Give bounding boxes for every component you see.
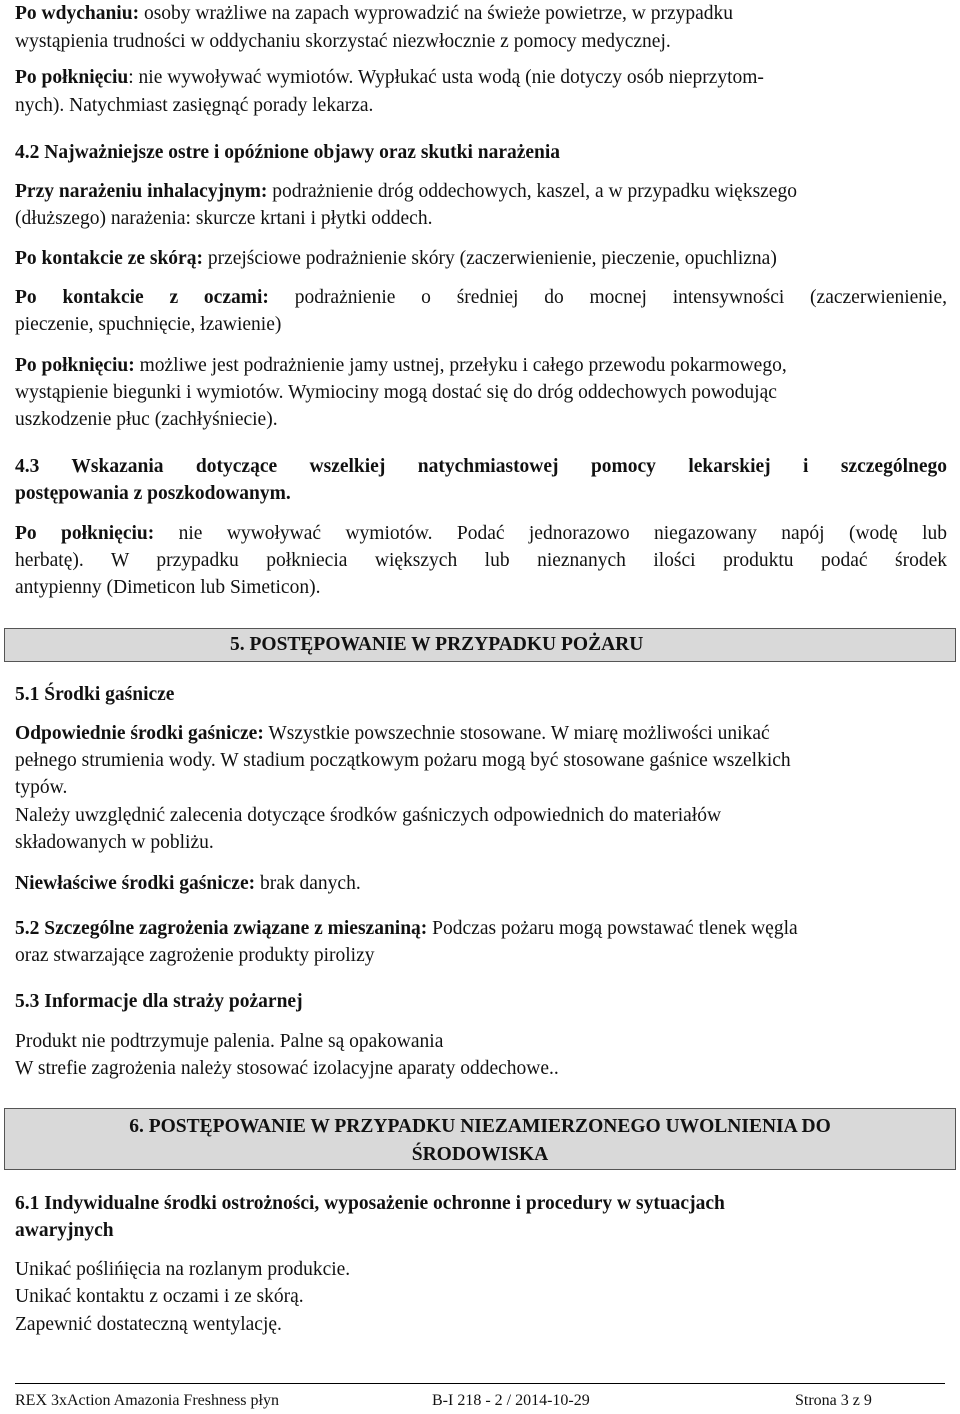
skin-contact-paragraph	[15, 245, 777, 272]
inhalation-label: Po wdychaniu:	[15, 3, 140, 24]
footer-rule	[15, 1383, 945, 1384]
firefighters-line2: W strefie zagrożenia należy stosować izolacyjne aparaty oddechowe..	[15, 1058, 559, 1079]
footer-document-code: B-I 218 - 2 / 2014-10-29	[432, 1392, 590, 1409]
inhalation-exposure-line1: podrażnienie dróg oddechowych, kaszel, a w przypadku większego	[267, 181, 797, 202]
section-6-header	[4, 1108, 956, 1170]
inhalation-paragraph	[15, 0, 733, 27]
swallowing-text-line1: : nie wywoływać wymiotów. Wypłukać usta wodą (nie dotyczy osób nieprzytom-	[128, 67, 764, 88]
eye-contact-line2: pieczenie, spuchnięcie, łzawienie)	[15, 314, 282, 335]
swallowing-firstaid-line3: antypienny (Dimeticon lub Simeticon).	[15, 577, 321, 598]
precaution-line3: Zapewnić dostateczną wentylację.	[15, 1314, 282, 1335]
heading-6-1-line1: 6.1 Indywidualne środki ostrożności, wyposażenie ochronne i procedury w sytuacjach	[15, 1193, 725, 1214]
suitable-media-line2: pełnego strumienia wody. W stadium początkowym pożaru mogą być stosowane gaśnice wszelkich	[15, 750, 791, 771]
eye-contact-label: Po kontakcie z oczami:	[15, 287, 269, 308]
media-note-line2: składowanych w pobliżu.	[15, 832, 214, 853]
inhalation-text-line1: osoby wrażliwe na zapach wyprowadzić na świeże powietrze, w przypadku	[143, 3, 734, 24]
swallowing-effects-line3: uszkodzenie płuc (zachłyśniecie).	[15, 409, 278, 430]
heading-4-3-line1: 4.3 Wskazania dotyczące wszelkiej natychmiastowej pomocy lekarskiej i szczególnego	[15, 456, 947, 477]
suitable-media-paragraph	[15, 720, 770, 747]
skin-contact-text: przejściowe podrażnienie skóry (zaczerwienienie, pieczenie, opuchlizna)	[202, 248, 777, 269]
section-6-title-line2: ŚRODOWISKA	[411, 1144, 549, 1165]
suitable-media-label: Odpowiednie środki gaśnicze:	[15, 723, 264, 744]
precaution-line1: Unikać poślińięcia na rozlanym produkcie.	[15, 1259, 351, 1280]
firefighters-line1: Produkt nie podtrzymuje palenia. Palne są opakowania	[15, 1031, 444, 1052]
heading-6-1-line2: awaryjnych	[15, 1220, 114, 1241]
section-5-title: 5. POSTĘPOWANIE W PRZYPADKU POŻARU	[230, 634, 644, 655]
suitable-media-line1: Wszystkie powszechnie stosowane. W miarę możliwości unikać	[263, 723, 770, 744]
swallowing-label: Po połknięciu	[15, 67, 129, 88]
unsuitable-media-label: Niewłaściwe środki gaśnicze:	[15, 873, 256, 894]
special-hazards-paragraph	[15, 915, 798, 942]
unsuitable-media-text: brak danych.	[255, 873, 361, 894]
special-hazards-line1: Podczas pożaru mogą powstawać tlenek węgla	[427, 918, 798, 939]
section-5-header	[4, 628, 956, 662]
swallowing-effects-line1: możliwe jest podrażnienie jamy ustnej, przełyku i całego przewodu pokarmowego,	[134, 355, 787, 376]
swallowing-firstaid-paragraph	[15, 520, 947, 547]
inhalation-exposure-line2: (dłuższego) narażenia: skurcze krtani i płytki oddech.	[15, 208, 433, 229]
swallowing-firstaid-line1: nie wywoływać wymiotów. Podać jednorazowo niegazowany napój (wodę lub	[154, 523, 947, 544]
eye-contact-line1: podrażnienie o średniej do mocnej intensywności (zaczerwienienie,	[268, 287, 947, 308]
swallowing-paragraph	[15, 64, 764, 91]
footer-page-number: Strona 3 z 9	[795, 1392, 872, 1409]
inhalation-exposure-paragraph	[15, 178, 797, 205]
inhalation-text-line2: wystąpienia trudności w oddychaniu skorzystać niezwłocznie z pomocy medycznej.	[15, 31, 671, 52]
swallowing-effects-paragraph	[15, 352, 787, 379]
special-hazards-line2: oraz stwarzające zagrożenie produkty pirolizy	[15, 945, 375, 966]
precaution-line2: Unikać kontaktu z oczami i ze skórą.	[15, 1286, 304, 1307]
footer-product-name: REX 3xAction Amazonia Freshness płyn	[15, 1392, 279, 1409]
heading-5-2: 5.2 Szczególne zagrożenia związane z mieszaniną:	[15, 918, 428, 939]
heading-5-1: 5.1 Środki gaśnicze	[15, 684, 175, 705]
section-6-title-line1: 6. POSTĘPOWANIE W PRZYPADKU NIEZAMIERZONEGO UWOLNIENIA DO	[129, 1116, 831, 1137]
inhalation-exposure-label: Przy narażeniu inhalacyjnym:	[15, 181, 268, 202]
eye-contact-paragraph	[15, 284, 947, 311]
unsuitable-media-paragraph	[15, 870, 361, 897]
skin-contact-label: Po kontakcie ze skórą:	[15, 248, 203, 269]
media-note-line1: Należy uwzględnić zalecenia dotyczące środków gaśniczych odpowiednich do materiałów	[15, 805, 722, 826]
heading-5-3: 5.3 Informacje dla straży pożarnej	[15, 991, 303, 1012]
swallowing-firstaid-line2: herbatę). W przypadku połkniecia większych lub nieznanych ilości produktu podać środek	[15, 550, 947, 571]
swallowing-effects-label: Po połknięciu:	[15, 355, 135, 376]
swallowing-firstaid-label: Po połknięciu:	[15, 523, 155, 544]
heading-4-2: 4.2 Najważniejsze ostre i opóźnione objawy oraz skutki narażenia	[15, 142, 561, 163]
swallowing-effects-line2: wystąpienie biegunki i wymiotów. Wymiociny mogą dostać się do dróg oddechowych powodując	[15, 382, 777, 403]
swallowing-text-line2: nych). Natychmiast zasięgnąć porady lekarza.	[15, 95, 374, 116]
heading-4-3-line2: postępowania z poszkodowanym.	[15, 483, 291, 504]
suitable-media-line3: typów.	[15, 777, 68, 798]
